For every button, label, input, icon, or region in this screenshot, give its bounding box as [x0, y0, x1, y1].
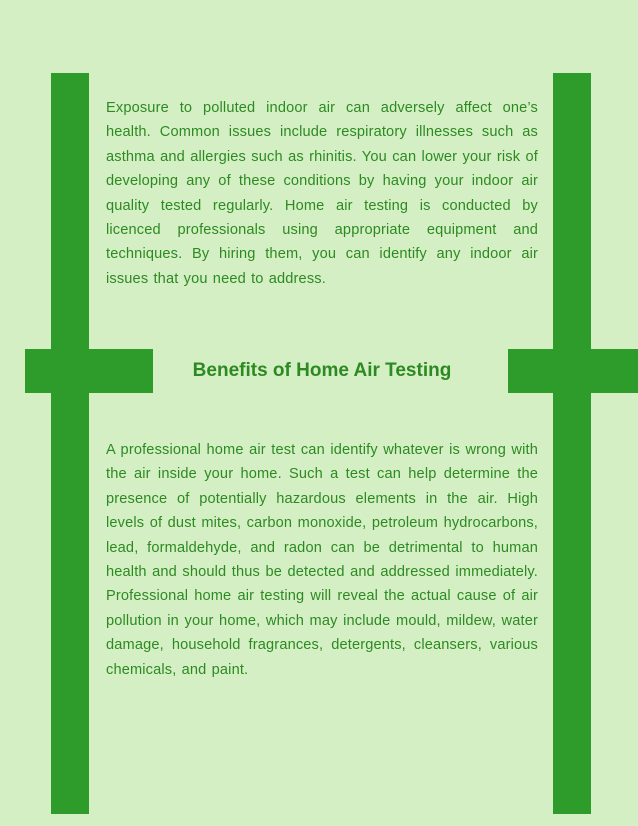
benefits-paragraph: A professional home air test can identify whatever is wrong with the air inside your home. Such a test can help determine the presence of potentially hazardous elements in the air. High levels of dust mites, carbon monoxide, petroleum hydrocarbons, lead, formaldehyde, and radon can be detrimental to human health and should thus be detected and addressed immediately. Professional home air testing will reveal the actual cause of air pollution in your home, which may include mould, mildew, water damage, household fragrances, detergents, cleansers, various chemicals, and paint.	[106, 442, 538, 678]
left-vertical-bar	[51, 73, 89, 814]
intro-paragraph: Exposure to polluted indoor air can adversely affect one’s health. Common issues include respiratory illnesses such as asthma and allergies such as rhinitis. You can lower your risk of developing any of these conditions by having your indoor air quality tested regularly. Home air testing is conducted by licenced professionals using appropriate equipment and techniques. By hiring them, you can identify any indoor air issues that you need to address.	[106, 100, 538, 287]
right-vertical-bar	[553, 73, 591, 814]
section-heading: Benefits of Home Air Testing	[192, 360, 452, 381]
